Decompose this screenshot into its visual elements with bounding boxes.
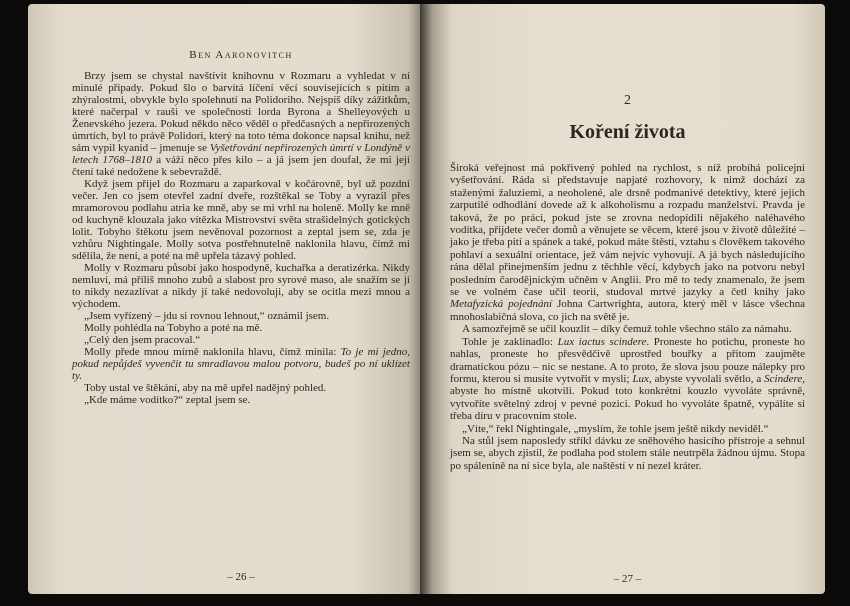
paragraph	[72, 310, 410, 322]
paragraph	[72, 178, 410, 262]
paragraph	[450, 336, 805, 423]
right-page	[420, 4, 825, 594]
chapter-title: Koření života	[569, 121, 686, 143]
book-title-italic: Metafyzická pojednání	[450, 298, 553, 311]
text-run: , abyste ho místně ukotvili. Pokud toto konkrétní kouzlo vyvoláte správně, vytvoříte světelný zdroj v pevné pozici. Pokud ho vyvoláte špatně, vypálíte si třeba díru v pracovním stole.	[450, 372, 805, 423]
text-run: A samozřejmě se učil kouzlit – díky čemuž tohle všechno stálo za námahu.	[462, 323, 792, 336]
text-run: Johna Cartwrighta, autora, který měl v lásce všechna mnohoslabičná slova, co jich na světě je.	[450, 298, 805, 323]
spell-word-italic: Lux	[632, 372, 649, 385]
right-page-text	[450, 162, 805, 472]
spell-word-italic: Scindere	[764, 372, 803, 385]
paragraph	[72, 334, 410, 346]
text-run: „Víte,“ řekl Nightingale, „myslím, že tohle jsem ještě nikdy neviděl.“	[462, 422, 769, 435]
text-run: Tohle je zaklínadlo:	[462, 335, 558, 348]
spell-italic: Lux iactus scindere	[557, 335, 647, 348]
italic-thought: To je mi jedno, pokud nepůjdeš vyvenčit tu smradlavou malou potvoru, budeš po ní uklízet ty.	[72, 346, 410, 382]
text-run: Toby ustal ve štěkání, aby na mě upřel nadějný pohled.	[84, 382, 327, 394]
paragraph	[72, 322, 410, 334]
book-title-italic: Vyšetřování nepřirozených úmrtí v Londýně v letech 1768–1810	[72, 142, 410, 166]
paragraph	[72, 394, 410, 406]
left-page-text	[72, 70, 410, 406]
text-run: „Jsem vyřízený – jdu si rovnou lehnout,“ oznámil jsem.	[84, 310, 330, 322]
paragraph	[72, 346, 410, 382]
text-run: . Proneste ho potichu, proneste ho nahlas, proneste ho přesvědčivě uprostřed bouřky a přitom zaujměte dramatickou pózu – nic se nestane. A to proto, že slova jsou pouze nálepky pro formu, kterou si musíte vytvořit v mysli;	[450, 335, 806, 385]
text-run: a váží něco přes kilo – a já jsem jen doufal, že mi její čtení také nedožene k sebevraždě.	[72, 154, 410, 178]
text-run: „Kde máme vodítko?“ zeptal jsem se.	[84, 394, 251, 406]
paragraph	[450, 423, 805, 435]
text-run: , abyste vyvolali světlo, a	[648, 372, 765, 385]
paragraph	[450, 435, 805, 472]
text-run: Molly přede mnou mírně naklonila hlavu, čímž mínila:	[84, 346, 341, 358]
paragraph	[72, 70, 410, 178]
running-head: Ben Aaronovitch	[189, 49, 293, 61]
text-run: Široká veřejnost má pokřivený pohled na rychlost, s níž probíhá policejní vyšetřování. Ráda si představuje napjaté rozhovory, k nimž dochází za staženými žaluziemi, a neoholené, ale drsně podmanivé detektivy, které jejich zarputilé odhodlání dovede až k alkoholismu a rozpadu manželství. Pravda je taková, že po práci, pokud jste se zrovna nedopídili nějakého naléhavého vodítka, přijdete večer domů a věnujete se věcem, které jsou v životě důležité – jako je třeba pití a spánek a také, pokud máte štěstí, vztahu s člověkem takového pohlaví a sexuální orientace, jež vám nejvíc vyhovují. A já bych následujícího rána dělal přinejmenším jednu z těchhle věcí, kdybych jako na potvoru nebyl posledním čarodějnickým učněm v Anglii. Pro mě to tedy znamenalo, že jsem se ve volném čase učil teorii, studoval mrtvé jazyky a četl knihy jako	[450, 162, 805, 299]
chapter-number: 2	[624, 93, 631, 108]
paragraph	[450, 162, 805, 323]
page-number: – 27 –	[613, 573, 642, 585]
paragraph	[450, 323, 805, 335]
text-run: Brzy jsem se chystal navštívit knihovnu v Rozmaru a vyhledat v ní minulé případy. Pokud šlo o barvitá líčení věcí souvisejících s pitím a zhýralostmi, obvykle bylo spolehnutí na Polidoriho. Nejspíš díky zážitkům, které načerpal v rauši ve společnosti lorda Byrona a Shelleyových u Ženevského jezera. Pokud někdo něco věděl o předčasných a nepřirozených úmrtích, byl to právě Polidori, který na toto téma dokonce napsal knihu, než sám vypil kyanid – jmenuje se	[72, 70, 410, 154]
paragraph	[72, 382, 410, 394]
text-run: Na stůl jsem naposledy stříkl dávku ze sněhového hasicího přístroje a sehnul jsem se, abych zjistil, že podlaha pod stolem stále neutrpěla žádnou újmu. Stopa po spálenině na ní sice byla, ale naštěstí v ní nezel kráter.	[450, 434, 805, 472]
paragraph	[72, 262, 410, 310]
page-number: – 26 –	[227, 571, 255, 583]
left-page	[28, 4, 428, 594]
text-run: Molly pohlédla na Tobyho a poté na mě.	[84, 322, 263, 334]
text-run: Když jsem přijel do Rozmaru a zaparkoval v kočárovně, byl už pozdní večer. Jen co jsem otevřel zadní dveře, rozštěkal se Toby a vyrazil přes mramorovou podlahu atria ke mně, aby se mi vrhl na holeně. Molly ke mně od kuchyně klouzala jako vítězka Mistrovství světa strašidelných gotických lolit. Tobyho štěkotu jsem nevěnoval pozornost a zeptal jsem se, zda je vzhůru Nightingale. Molly sotva postřehnutelně naklonila hlavu, čímž mi sdělila, že není, a poté na mě upřela tázavý pohled.	[72, 178, 410, 262]
text-run: „Celý den jsem pracoval.“	[84, 334, 201, 346]
text-run: Molly v Rozmaru působí jako hospodyně, kuchařka a deratizérka. Nikdy nemluví, má příliš mnoho zubů a slabost pro syrové maso, ale snažím se jí to nikdy nezazlívat a nikdy jí také nedovoluji, aby se ocitla mezi mnou a východem.	[72, 262, 410, 310]
